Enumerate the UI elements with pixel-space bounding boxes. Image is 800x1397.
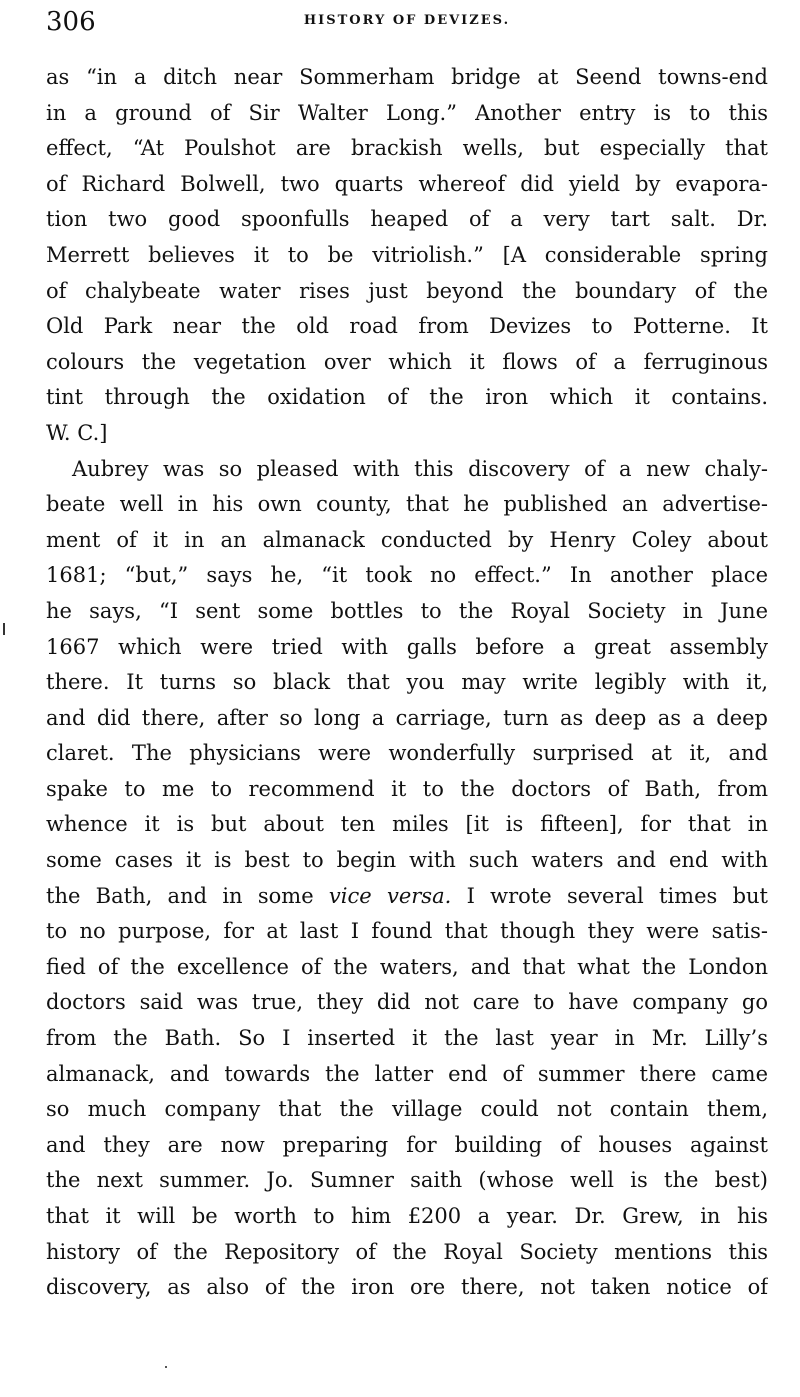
text-line: some cases it is best to begin with such waters and end with (46, 848, 768, 873)
text-line: spake to me to recommend it to the doctors of Bath, from (46, 776, 768, 801)
text-line: and did there, after so long a carriage, turn as deep as a deep (46, 705, 768, 730)
text-line: doctors said was true, they did not care to have company go (46, 990, 768, 1015)
text-line: of Richard Bolwell, two quarts whereof did yield by evapora- (46, 171, 768, 196)
text-line: 1667 which were tried with galls before a great assembly (46, 634, 768, 659)
text-line: almanack, and towards the latter end of summer there came (46, 1061, 768, 1086)
text-line: effect, “At Poulshot are brackish wells, but especially that (46, 136, 768, 161)
text-line: Merrett believes it to be vitriolish.” [A considerable spring (46, 242, 768, 267)
page-header (46, 2, 768, 42)
text-segment: the Bath, and in some (46, 883, 329, 908)
text-line: tint through the oxidation of the iron which it contains. (46, 385, 768, 410)
text-line: fied of the excellence of the waters, and that what the London (46, 954, 768, 979)
text-line: to no purpose, for at last I found that though they were satis- (46, 919, 768, 944)
text-line: beate well in his own county, that he published an advertise- (46, 492, 768, 517)
text-line: the next summer. Jo. Sumner saith (whose well is the best) (46, 1168, 768, 1193)
text-line: colours the vegetation over which it flows of a ferruginous (46, 349, 768, 374)
text-line: he says, “I sent some bottles to the Royal Society in June (46, 598, 768, 623)
text-line-with-italic (46, 879, 768, 915)
text-line: and they are now preparing for building of houses against (46, 1132, 768, 1157)
text-line: that it will be worth to him £200 a year. Dr. Grew, in his (46, 1204, 768, 1228)
text-line: in a ground of Sir Walter Long.” Another entry is to this (46, 100, 768, 125)
text-line: as “in a ditch near Sommerham bridge at Seend towns-end (46, 65, 768, 89)
body-text (46, 60, 768, 1306)
text-line: tion two good spoonfulls heaped of a very tart salt. Dr. (46, 207, 768, 232)
text-line: W. C.] (46, 420, 108, 445)
text-line: Old Park near the old road from Devizes to Potterne. It (46, 314, 768, 339)
text-line: there. It turns so black that you may write legibly with it, (46, 670, 768, 695)
italic-phrase: vice versa. (328, 883, 452, 908)
running-title: HISTORY OF DEVIZES. (303, 13, 511, 28)
text-line: 1681; “but,” says he, “it took no effect.” In another place (46, 563, 768, 588)
text-line: history of the Repository of the Royal Society mentions this (46, 1239, 768, 1264)
text-line: claret. The physicians were wonderfully surprised at it, and (46, 741, 768, 766)
text-line: discovery, as also of the iron ore there, not taken notice of (46, 1275, 768, 1300)
page-number: 306 (46, 7, 96, 37)
text-segment: I wrote several times but (451, 883, 768, 908)
text-line: whence it is but about ten miles [it is fifteen], for that in (46, 812, 768, 837)
text-line: of chalybeate water rises just beyond the boundary of the (46, 278, 768, 303)
text-line: from the Bath. So I inserted it the last year in Mr. Lilly’s (46, 1026, 768, 1051)
text-line: ment of it in an almanack conducted by Henry Coley about (46, 527, 768, 552)
scan-speck (165, 1366, 167, 1368)
paragraph-1 (46, 60, 768, 452)
paragraph-2 (46, 452, 768, 1306)
text-line: Aubrey was so pleased with this discovery of a new chaly- (72, 456, 768, 481)
text-line: so much company that the village could not contain them, (46, 1097, 768, 1122)
scan-edge-mark (3, 623, 5, 635)
